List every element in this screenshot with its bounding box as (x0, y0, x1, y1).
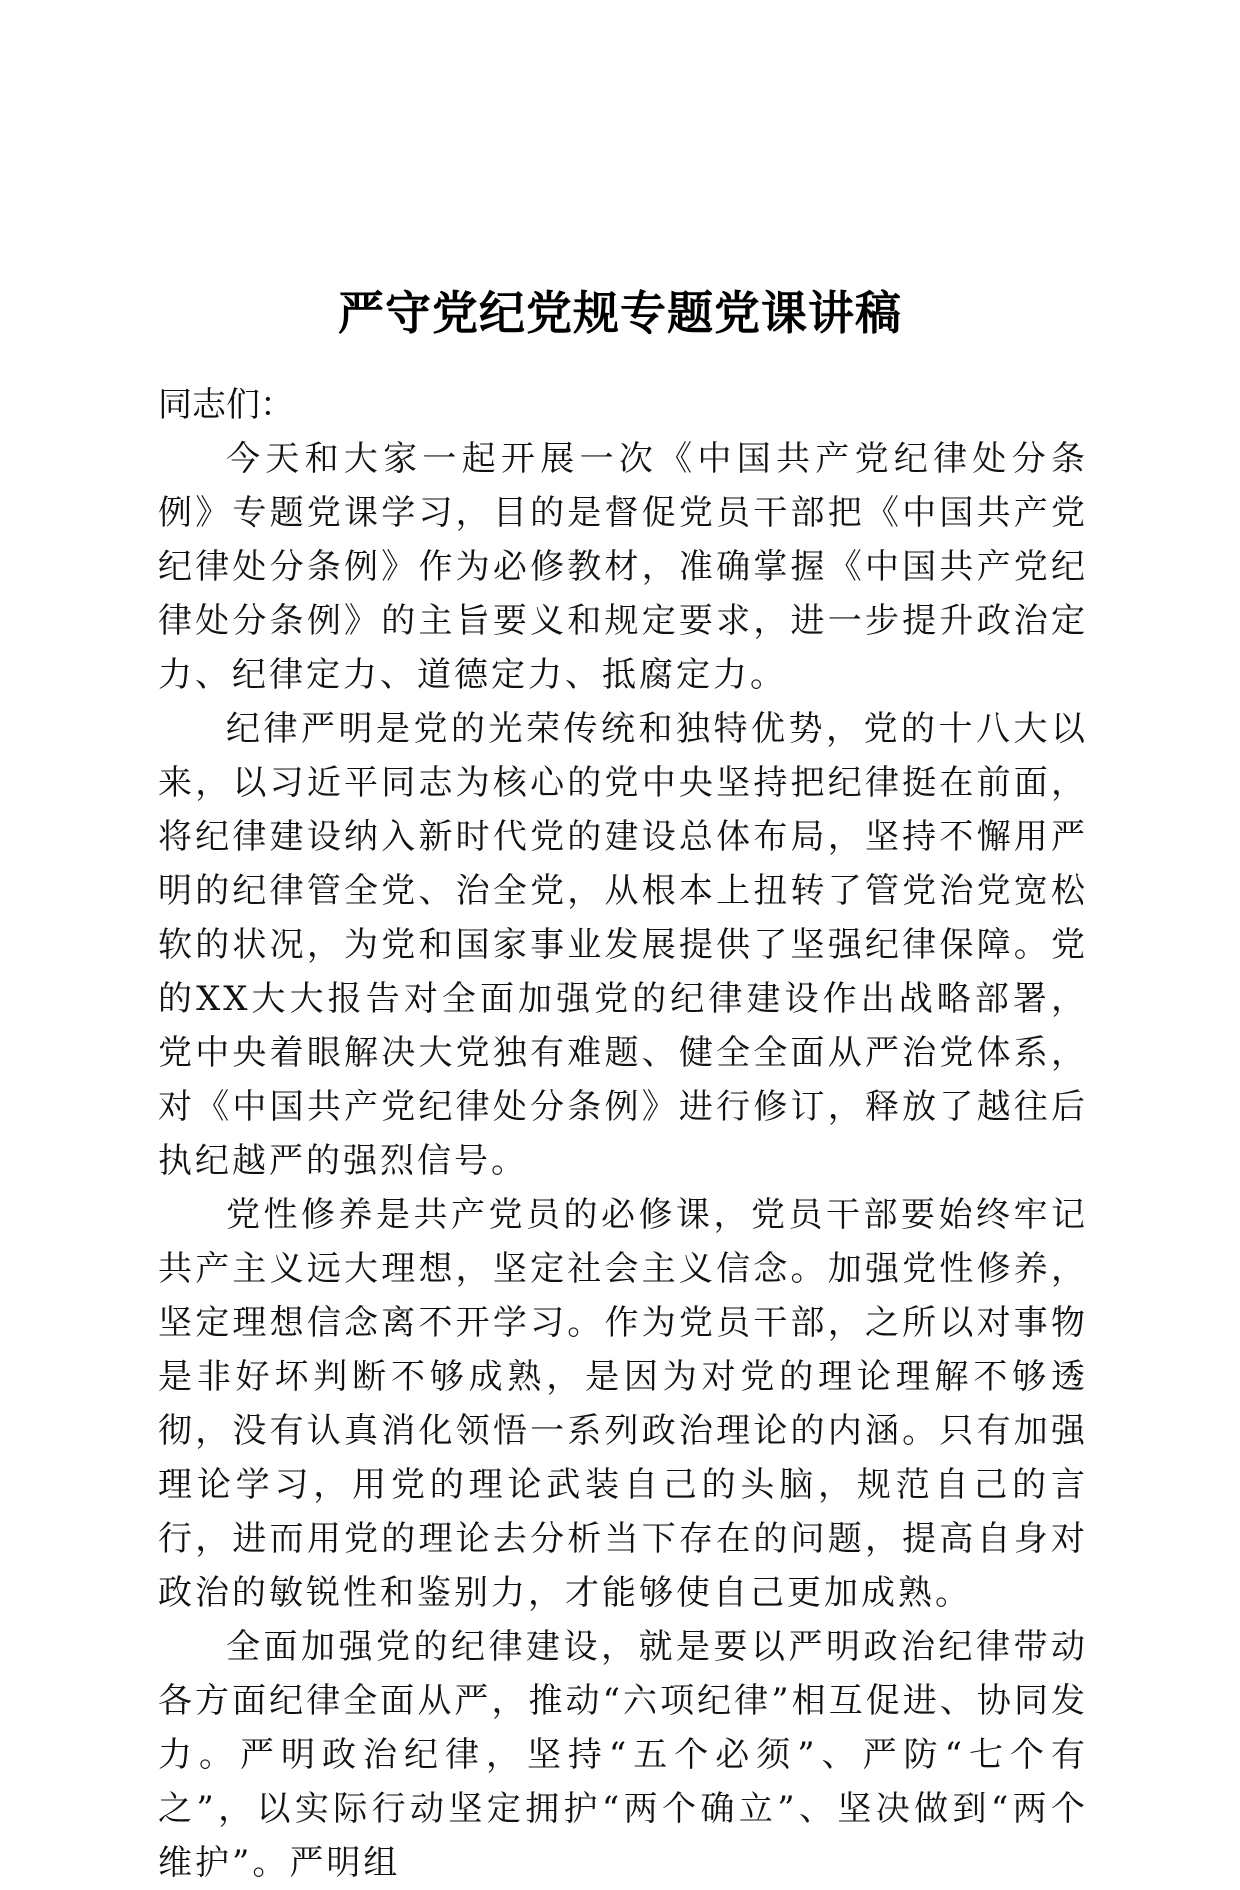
document-body (158, 378, 1088, 1890)
paragraph: 今天和大家一起开展一次《中国共产党纪律处分条例》专题党课学习，目的是督促党员干部把《中国共产党纪律处分条例》作为必修教材，准确掌握《中国共产党纪律处分条例》的主旨要义和规定要求，进一步提升政治定力、纪律定力、道德定力、抵腐定力。 (158, 439, 1088, 695)
paragraph: 党性修养是共产党员的必修课，党员干部要始终牢记共产主义远大理想，坚定社会主义信念。加强党性修养，坚定理想信念离不开学习。作为党员干部，之所以对事物是非好坏判断不够成熟，是因为对党的理论理解不够透彻，没有认真消化领悟一系列政治理论的内涵。只有加强理论学习，用党的理论武装自己的头脑，规范自己的言行，进而用党的理论去分析当下存在的问题，提高自身对政治的敏锐性和鉴别力，才能够使自己更加成熟。 (158, 1195, 1088, 1613)
paragraph: 纪律严明是党的光荣传统和独特优势，党的十八大以来，以习近平同志为核心的党中央坚持把纪律挺在前面，将纪律建设纳入新时代党的建设总体布局，坚持不懈用严明的纪律管全党、治全党，从根本上扭转了管党治党宽松软的状况，为党和国家事业发展提供了坚强纪律保障。党的XX大大报告对全面加强党的纪律建设作出战略部署，党中央着眼解决大党独有难题、健全全面从严治党体系，对《中国共产党纪律处分条例》进行修订，释放了越往后执纪越严的强烈信号。 (158, 709, 1088, 1181)
salutation: 同志们： (158, 385, 294, 425)
document-title: 严守党纪党规专题党课讲稿 (338, 285, 902, 340)
paragraph: 全面加强党的纪律建设，就是要以严明政治纪律带动各方面纪律全面从严，推动“六项纪律”相互促进、协同发力。严明政治纪律，坚持“五个必须”、严防“七个有之”，以实际行动坚定拥护“两个确立”、坚决做到“两个维护”。严明组 (158, 1627, 1088, 1883)
